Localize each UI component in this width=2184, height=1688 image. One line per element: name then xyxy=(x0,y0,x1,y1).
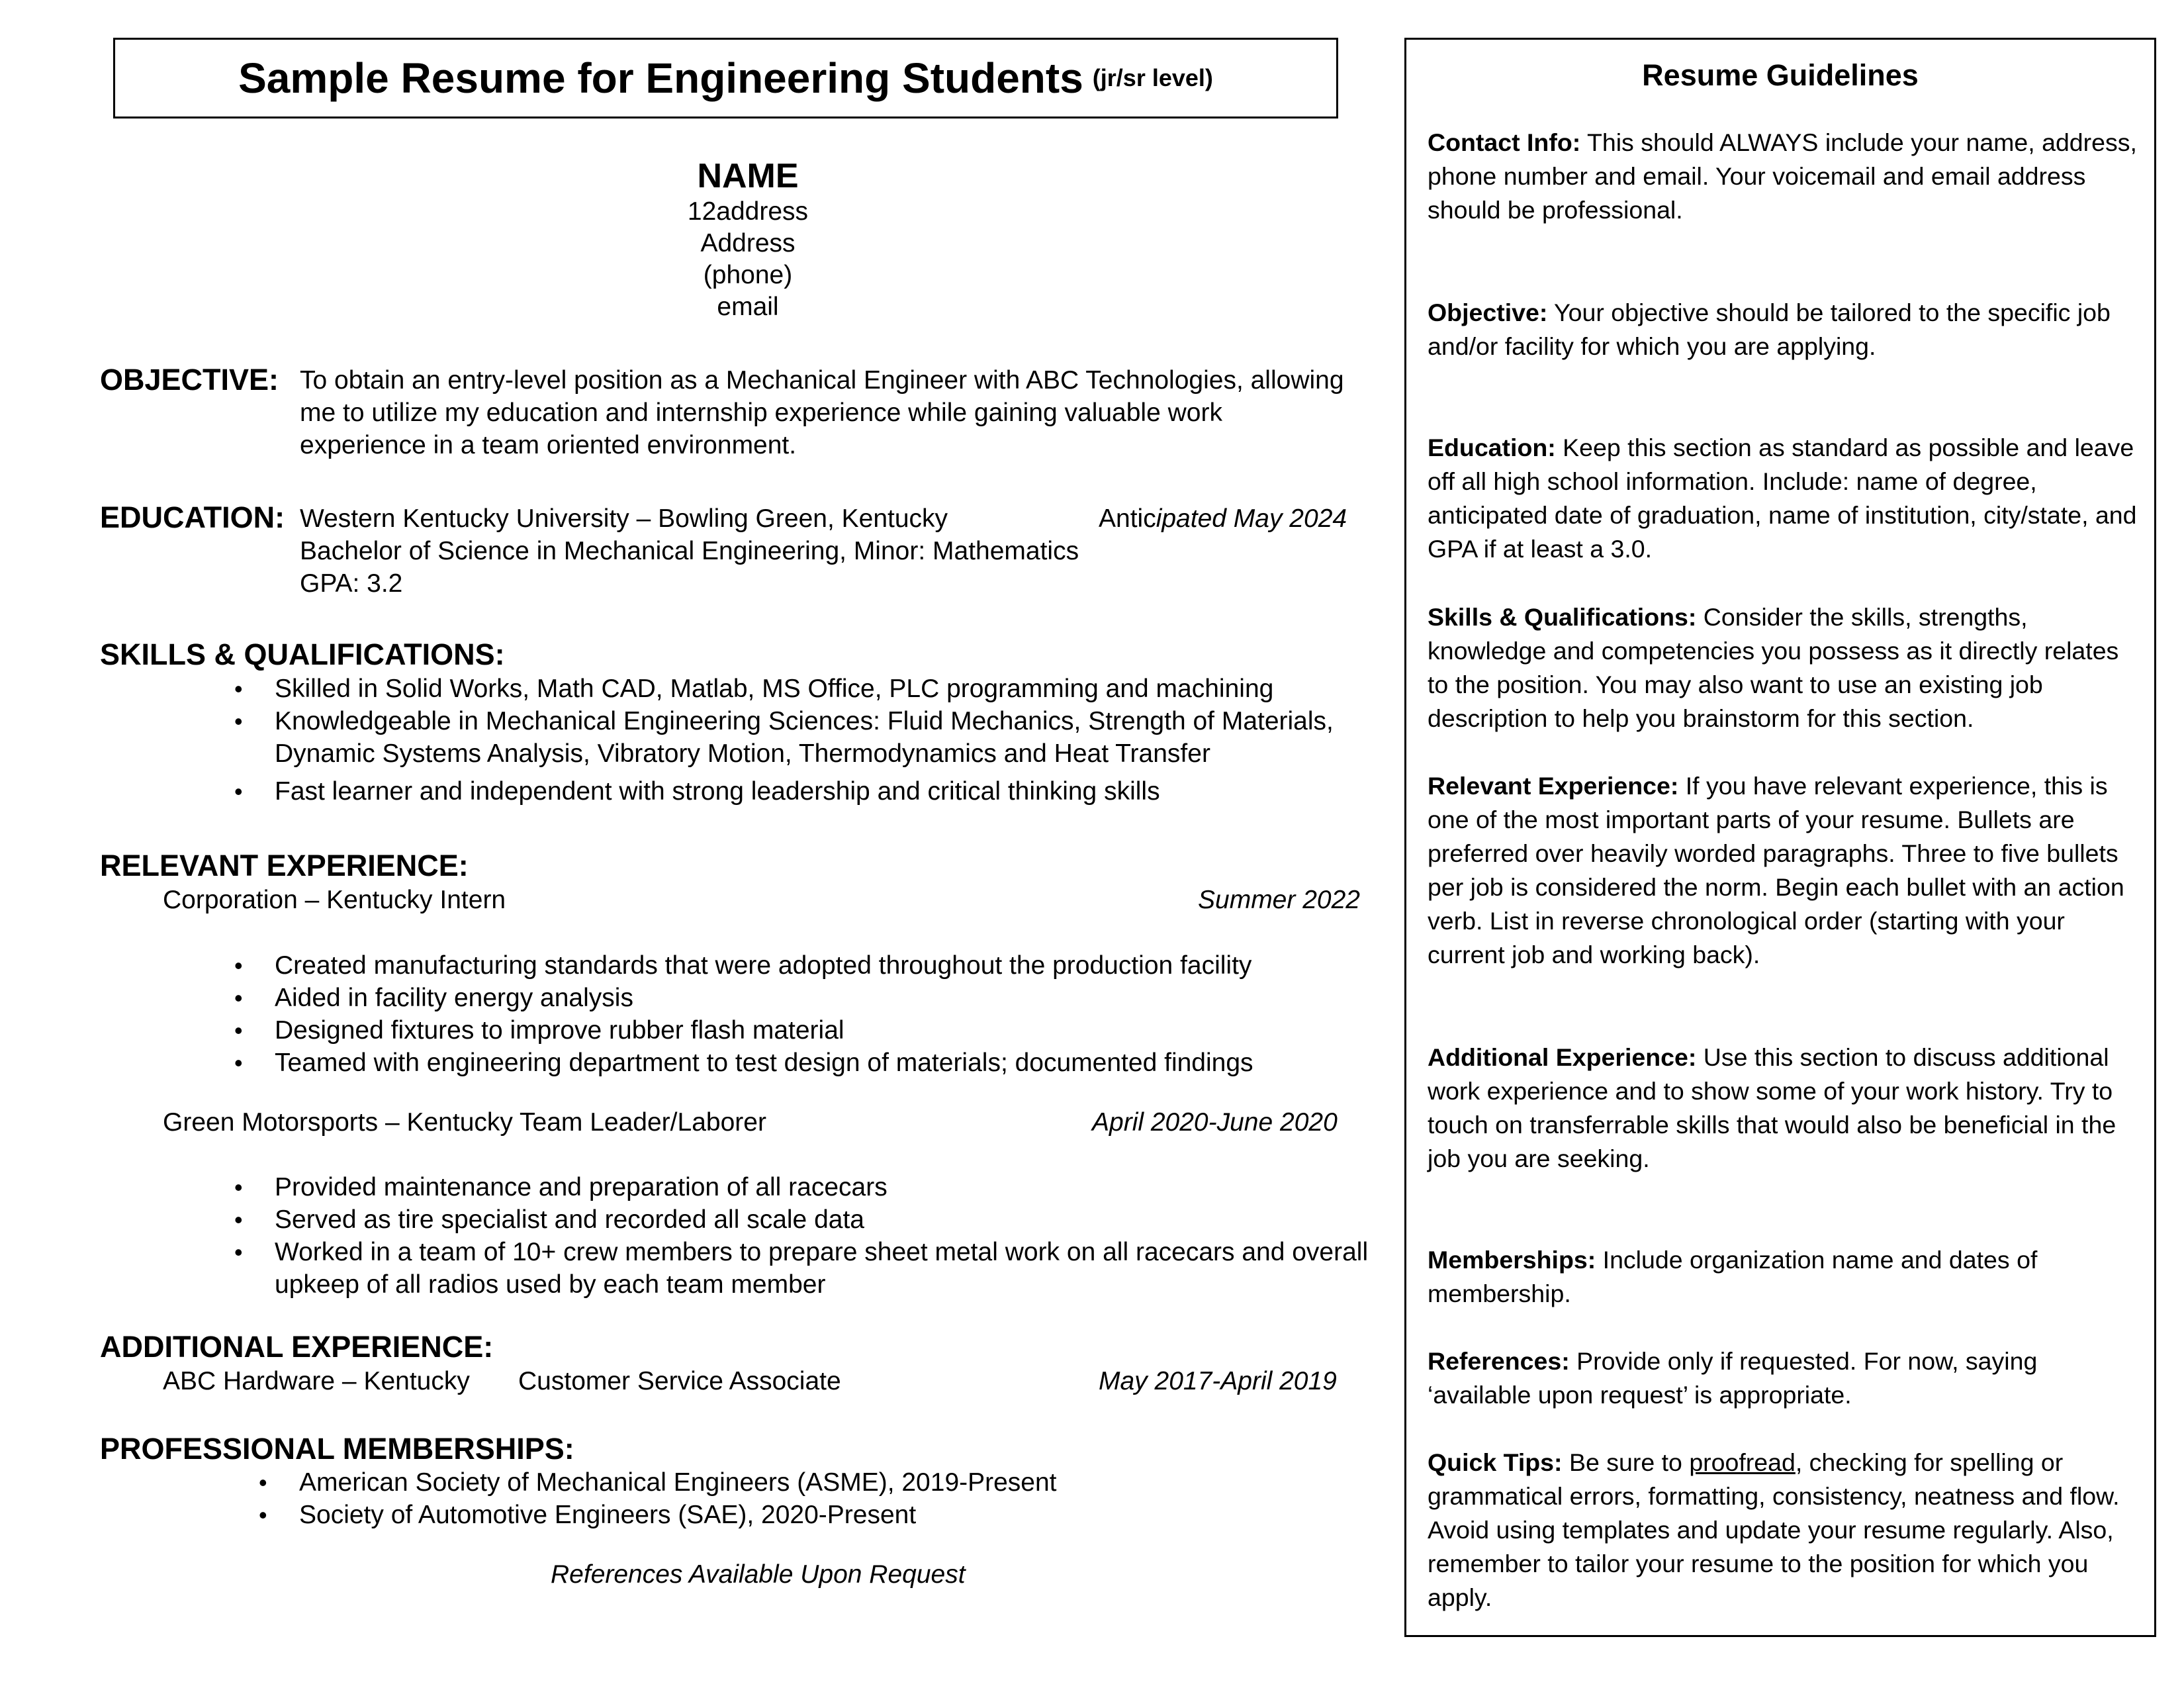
guideline-education-label: Education: xyxy=(1428,434,1556,461)
education-date-rest: ipated May 2024 xyxy=(1156,504,1347,533)
education-date xyxy=(1099,503,1347,535)
additional-role: Customer Service Associate xyxy=(518,1367,841,1395)
objective-line-3: experience in a team oriented environment. xyxy=(300,431,797,459)
guideline-contact-label: Contact Info: xyxy=(1428,128,1581,156)
skills-item-1: • Skilled in Solid Works, Math CAD, Matlab, MS Office, PLC programming and machining xyxy=(275,673,1273,705)
skills-item-3: • Fast learner and independent with strong leadership and critical thinking skills xyxy=(275,776,1160,808)
guideline-tips xyxy=(1428,1446,2142,1615)
job-1-bullet-4: • Teamed with engineering department to test design of materials; documented findings xyxy=(275,1047,1253,1079)
education-gpa: GPA: 3.2 xyxy=(300,569,403,598)
contact-phone: (phone) xyxy=(703,261,793,289)
guideline-memberships xyxy=(1428,1243,2142,1311)
skills-item-2: • Knowledgeable in Mechanical Engineering Sciences: Fluid Mechanics, Strength of Materials, xyxy=(275,706,1334,737)
guideline-tips-post: , checking for spelling or grammatical errors, formatting, consistency, neatness and flow. Avoid using templates and update your resume regularly. Also, remember to tailor your resume to the position for which you apply. xyxy=(1428,1448,2120,1611)
guideline-references-text: Provide only if requested. For now, saying ‘available upon request’ is appropriate. xyxy=(1428,1347,2038,1409)
job-2-bullet-1: • Provided maintenance and preparation of all racecars xyxy=(275,1172,887,1203)
job-2-bullet-2: • Served as tire specialist and recorded all scale data xyxy=(275,1204,864,1236)
job-1-date: Summer 2022 xyxy=(1198,886,1360,914)
job-2-bullet-3-cont: upkeep of all radios used by each team member xyxy=(275,1270,826,1299)
contact-address1: 12address xyxy=(687,197,809,226)
additional-heading: ADDITIONAL EXPERIENCE: xyxy=(100,1330,494,1364)
job-1-bullet-3: • Designed fixtures to improve rubber flash material xyxy=(275,1015,844,1047)
skills-heading: SKILLS & QUALIFICATIONS: xyxy=(100,637,505,671)
guideline-memberships-text: Include organization name and dates of membership. xyxy=(1428,1246,2038,1307)
page-subtitle: (jr/sr level) xyxy=(1092,64,1213,91)
guideline-relevant-label: Relevant Experience: xyxy=(1428,772,1679,800)
contact-address2: Address xyxy=(700,229,796,258)
guideline-contact xyxy=(1428,126,2142,227)
guideline-additional xyxy=(1428,1041,2142,1176)
contact-name: NAME xyxy=(697,157,799,195)
additional-company: ABC Hardware – Kentucky xyxy=(163,1367,470,1395)
guideline-references-label: References: xyxy=(1428,1347,1570,1375)
job-2-date: April 2020-June 2020 xyxy=(1092,1108,1338,1137)
job-1-title: Corporation – Kentucky Intern xyxy=(163,886,506,914)
guideline-memberships-label: Memberships: xyxy=(1428,1246,1596,1274)
job-2-title: Green Motorsports – Kentucky Team Leader/Laborer xyxy=(163,1108,766,1137)
guideline-objective-label: Objective: xyxy=(1428,299,1548,326)
guidelines-title: Resume Guidelines xyxy=(1642,58,1919,92)
guideline-tips-label: Quick Tips: xyxy=(1428,1448,1563,1476)
guideline-education xyxy=(1428,431,2142,566)
guideline-tips-proofread: proofread xyxy=(1689,1448,1796,1476)
guideline-skills-text: Consider the skills, strengths, knowledge and competencies you possess as it directly relates to the position. You may also want to use an existing job description to help you brainstorm for this section. xyxy=(1428,603,2119,732)
guideline-additional-label: Additional Experience: xyxy=(1428,1043,1697,1071)
guideline-objective-text: Your objective should be tailored to the specific job and/or facility for which you are applying. xyxy=(1428,299,2111,360)
page-title: Sample Resume for Engineering Students xyxy=(238,54,1083,102)
education-degree: Bachelor of Science in Mechanical Engineering, Minor: Mathematics xyxy=(300,537,1079,565)
education-school: Western Kentucky University – Bowling Green, Kentucky xyxy=(300,504,948,533)
guideline-education-text: Keep this section as standard as possible and leave off all high school information. Include: name of degree, anticipated date of graduation, name of institution, city/state, and GPA if at least a 3.0. xyxy=(1428,434,2137,563)
guideline-relevant-text: If you have relevant experience, this is one of the most important parts of your resume. Bullets are preferred over heavily worded paragraphs. Three to five bullets per job is considered the norm. Begin each bullet with an action verb. List in reverse chronological order (starting with your current job and working back). xyxy=(1428,772,2124,968)
objective-heading: OBJECTIVE: xyxy=(100,363,279,397)
relevant-heading: RELEVANT EXPERIENCE: xyxy=(100,849,469,882)
guideline-objective xyxy=(1428,296,2142,363)
guideline-relevant xyxy=(1428,769,2142,972)
guideline-skills-label: Skills & Qualifications: xyxy=(1428,603,1697,631)
additional-date: May 2017-April 2019 xyxy=(1099,1367,1337,1395)
membership-item-1: • American Society of Mechanical Engineers (ASME), 2019-Present xyxy=(299,1467,1057,1499)
job-1-bullet-1: • Created manufacturing standards that were adopted throughout the production facility xyxy=(275,950,1251,982)
job-2-bullet-3: • Worked in a team of 10+ crew members to prepare sheet metal work on all racecars and overall xyxy=(275,1237,1368,1268)
job-1-bullet-2: • Aided in facility energy analysis xyxy=(275,982,633,1014)
references-note: References Available Upon Request xyxy=(551,1560,966,1589)
guideline-additional-text: Use this section to discuss additional work experience and to show some of your work history. Try to touch on transferrable skills that would also be beneficial in the job you are seeking. xyxy=(1428,1043,2116,1172)
contact-email: email xyxy=(717,293,779,321)
guideline-contact-text: This should ALWAYS include your name, address, phone number and email. Your voicemail and email address should be professional. xyxy=(1428,128,2137,224)
objective-line-1: To obtain an entry-level position as a Mechanical Engineer with ABC Technologies, allowing xyxy=(300,366,1344,395)
guideline-references xyxy=(1428,1344,2142,1412)
memberships-heading: PROFESSIONAL MEMBERSHIPS: xyxy=(100,1432,574,1466)
skills-item-2-cont: Dynamic Systems Analysis, Vibratory Motion, Thermodynamics and Heat Transfer xyxy=(275,739,1210,768)
guideline-skills xyxy=(1428,600,2142,735)
title-box xyxy=(113,38,1338,118)
guidelines-panel xyxy=(1404,38,2156,1637)
education-heading: EDUCATION: xyxy=(100,500,285,534)
objective-line-2: me to utilize my education and internship experience while gaining valuable work xyxy=(300,399,1222,427)
education-date-prefix: Antic xyxy=(1099,504,1156,533)
membership-item-2: • Society of Automotive Engineers (SAE), 2020-Present xyxy=(299,1499,916,1531)
guideline-tips-pre: Be sure to xyxy=(1562,1448,1690,1476)
